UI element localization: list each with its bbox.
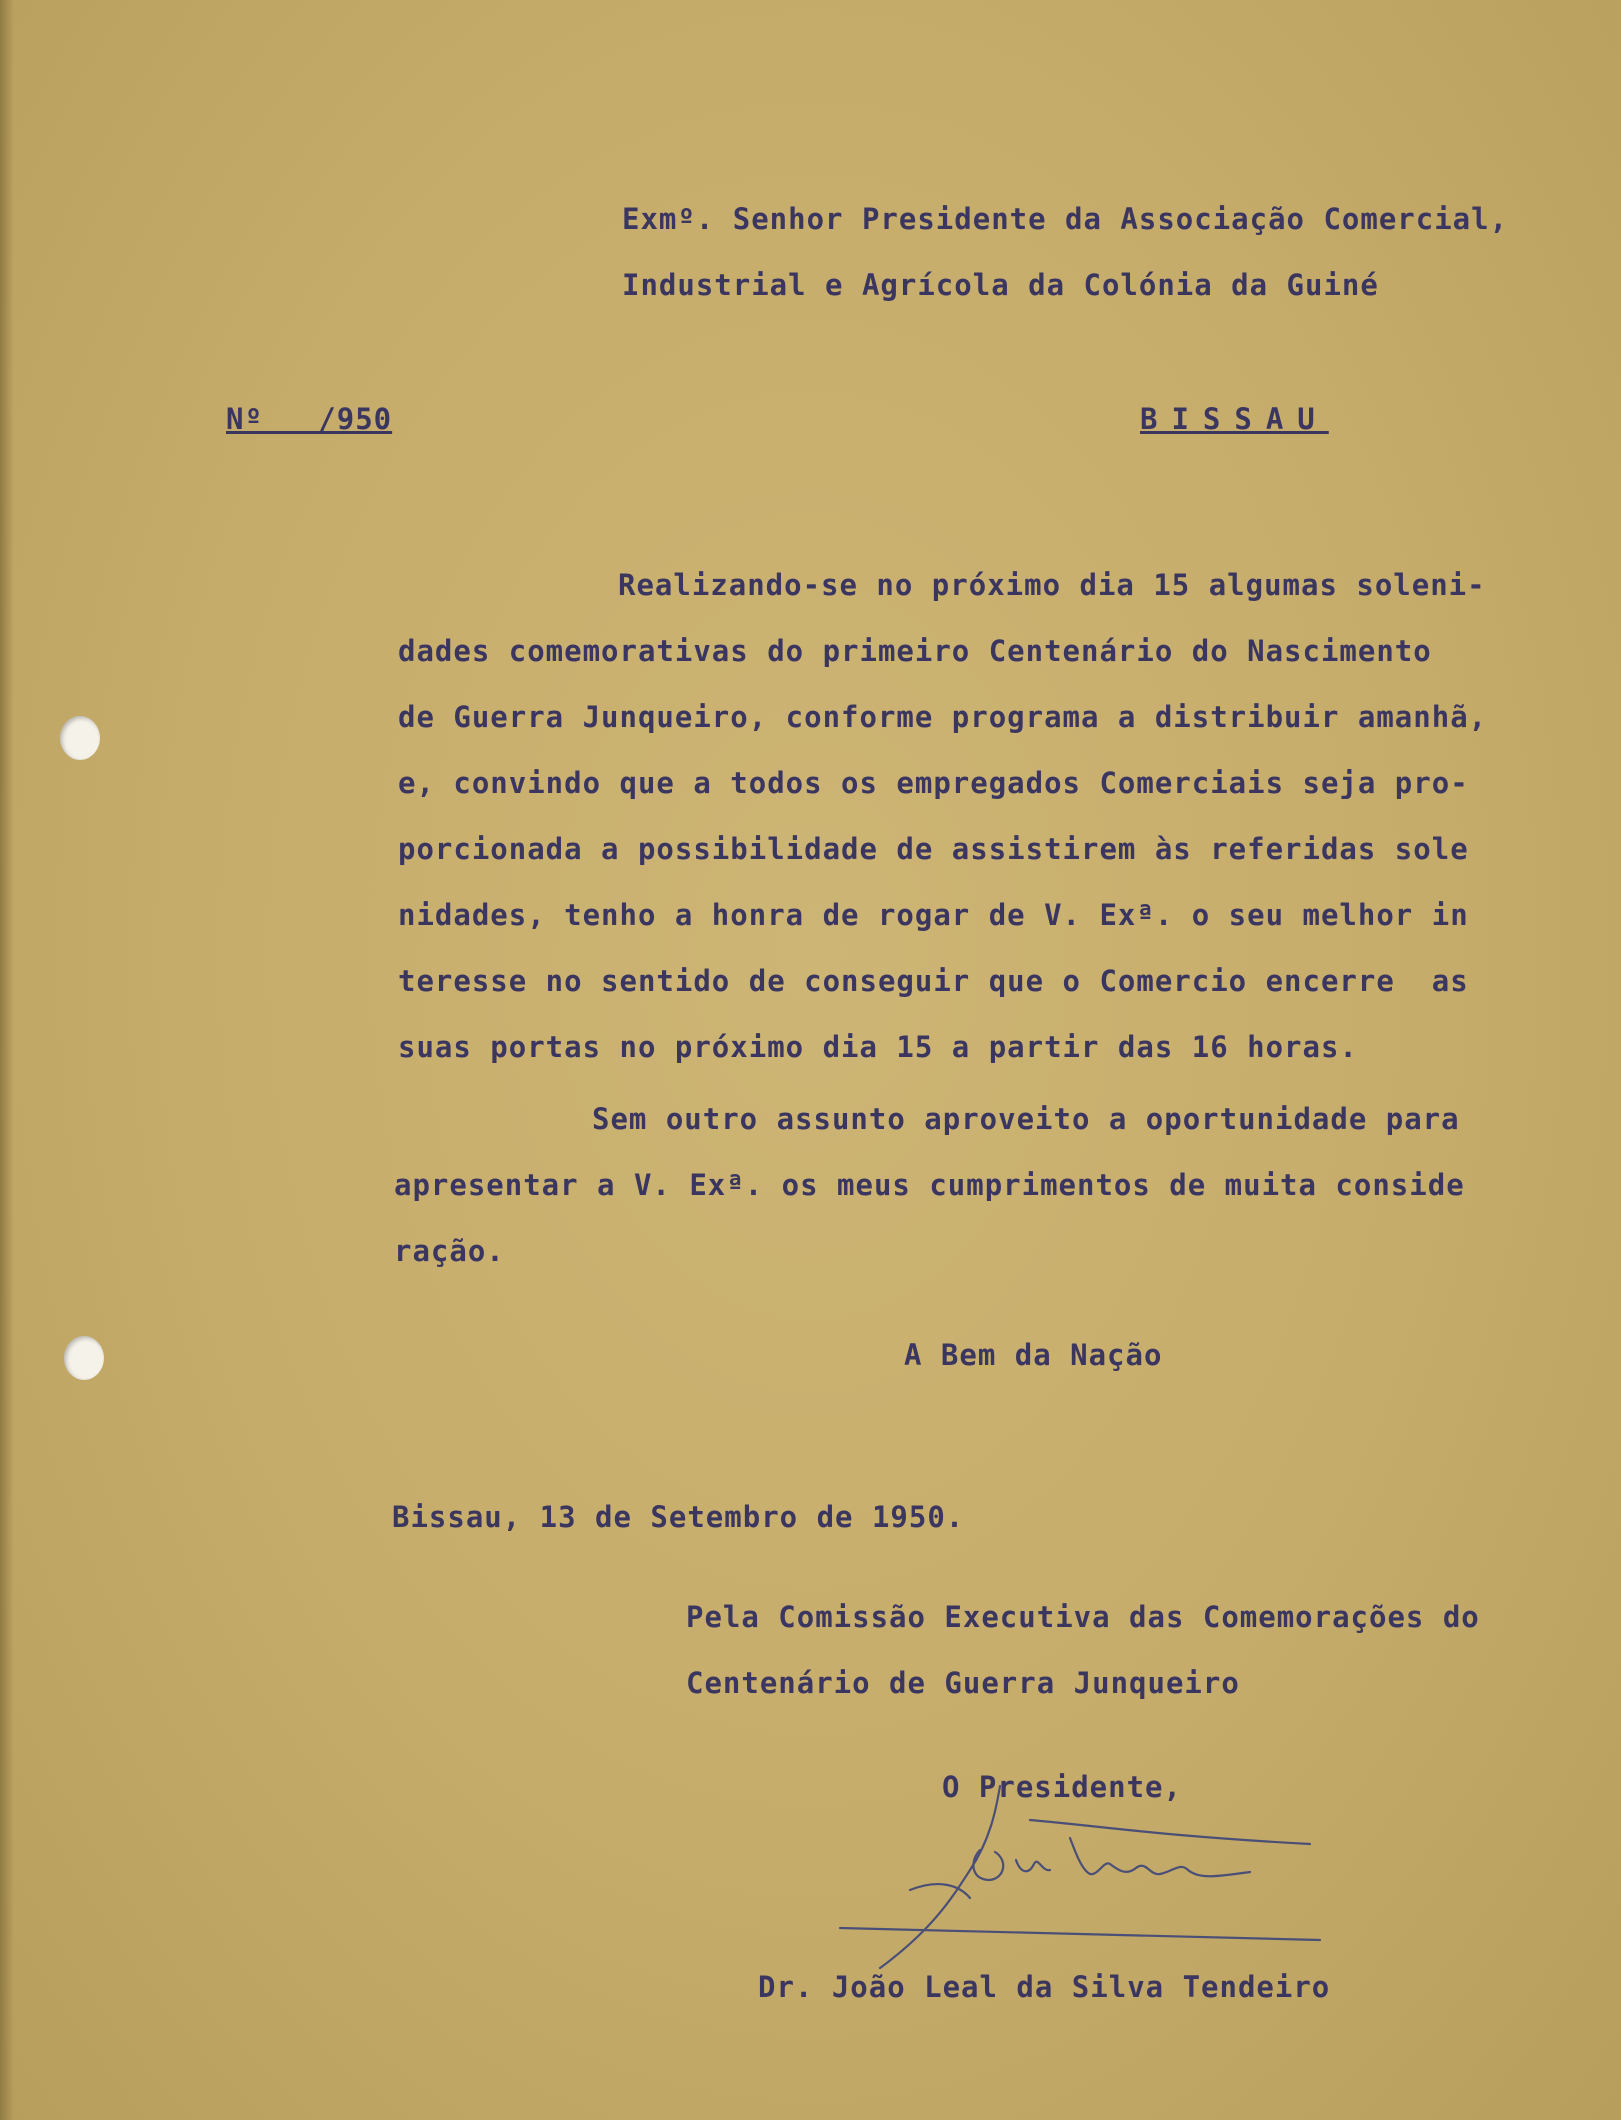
body-line: Realizando-se no próximo dia 15 algumas soleni- [618,568,1486,602]
body-line: de Guerra Junqueiro, conforme programa a distribuir amanhã, [398,700,1488,734]
committee-line: Pela Comissão Executiva das Comemorações do [686,1600,1480,1634]
signer-name: Dr. João Leal da Silva Tendeiro [758,1970,1331,2004]
body-line: Sem outro assunto aproveito a oportunidade para [592,1102,1460,1136]
body-line: porcionada a possibilidade de assistirem às referidas sole [398,832,1469,866]
committee-block [686,1584,1480,1716]
punch-hole-top [60,716,100,760]
body-line: ração. [394,1234,505,1268]
body-line: suas portas no próximo dia 15 a partir das 16 horas. [398,1030,1358,1064]
closing-salutation: A Bem da Nação [904,1338,1163,1372]
committee-line: Centenário de Guerra Junqueiro [686,1666,1240,1700]
president-label: O Presidente, [942,1770,1182,1804]
address-line: Industrial e Agrícola da Colónia da Guiné [622,268,1379,302]
body-line: e, convindo que a todos os empregados Comerciais seja pro- [398,766,1469,800]
body-paragraph-1 [398,552,1487,1080]
reference-number: Nº /950 [226,402,393,436]
handwritten-signature [820,1780,1340,1980]
body-line: apresentar a V. Exª. os meus cumprimentos de muita conside [394,1168,1465,1202]
body-line: teresse no sentido de conseguir que o Comercio encerre as [398,964,1469,998]
recipient-address [622,186,1508,318]
letter-date: Bissau, 13 de Setembro de 1950. [392,1500,965,1534]
address-line: Exmº. Senhor Presidente da Associação Comercial, [622,202,1509,236]
city-heading: BISSAU [1140,402,1329,436]
page-edge-shadow [0,0,14,2120]
body-paragraph-2 [394,1086,1465,1284]
body-line: dades comemorativas do primeiro Centenário do Nascimento [398,634,1432,668]
body-line: nidades, tenho a honra de rogar de V. Exª. o seu melhor in [398,898,1469,932]
punch-hole-bottom [64,1336,104,1380]
